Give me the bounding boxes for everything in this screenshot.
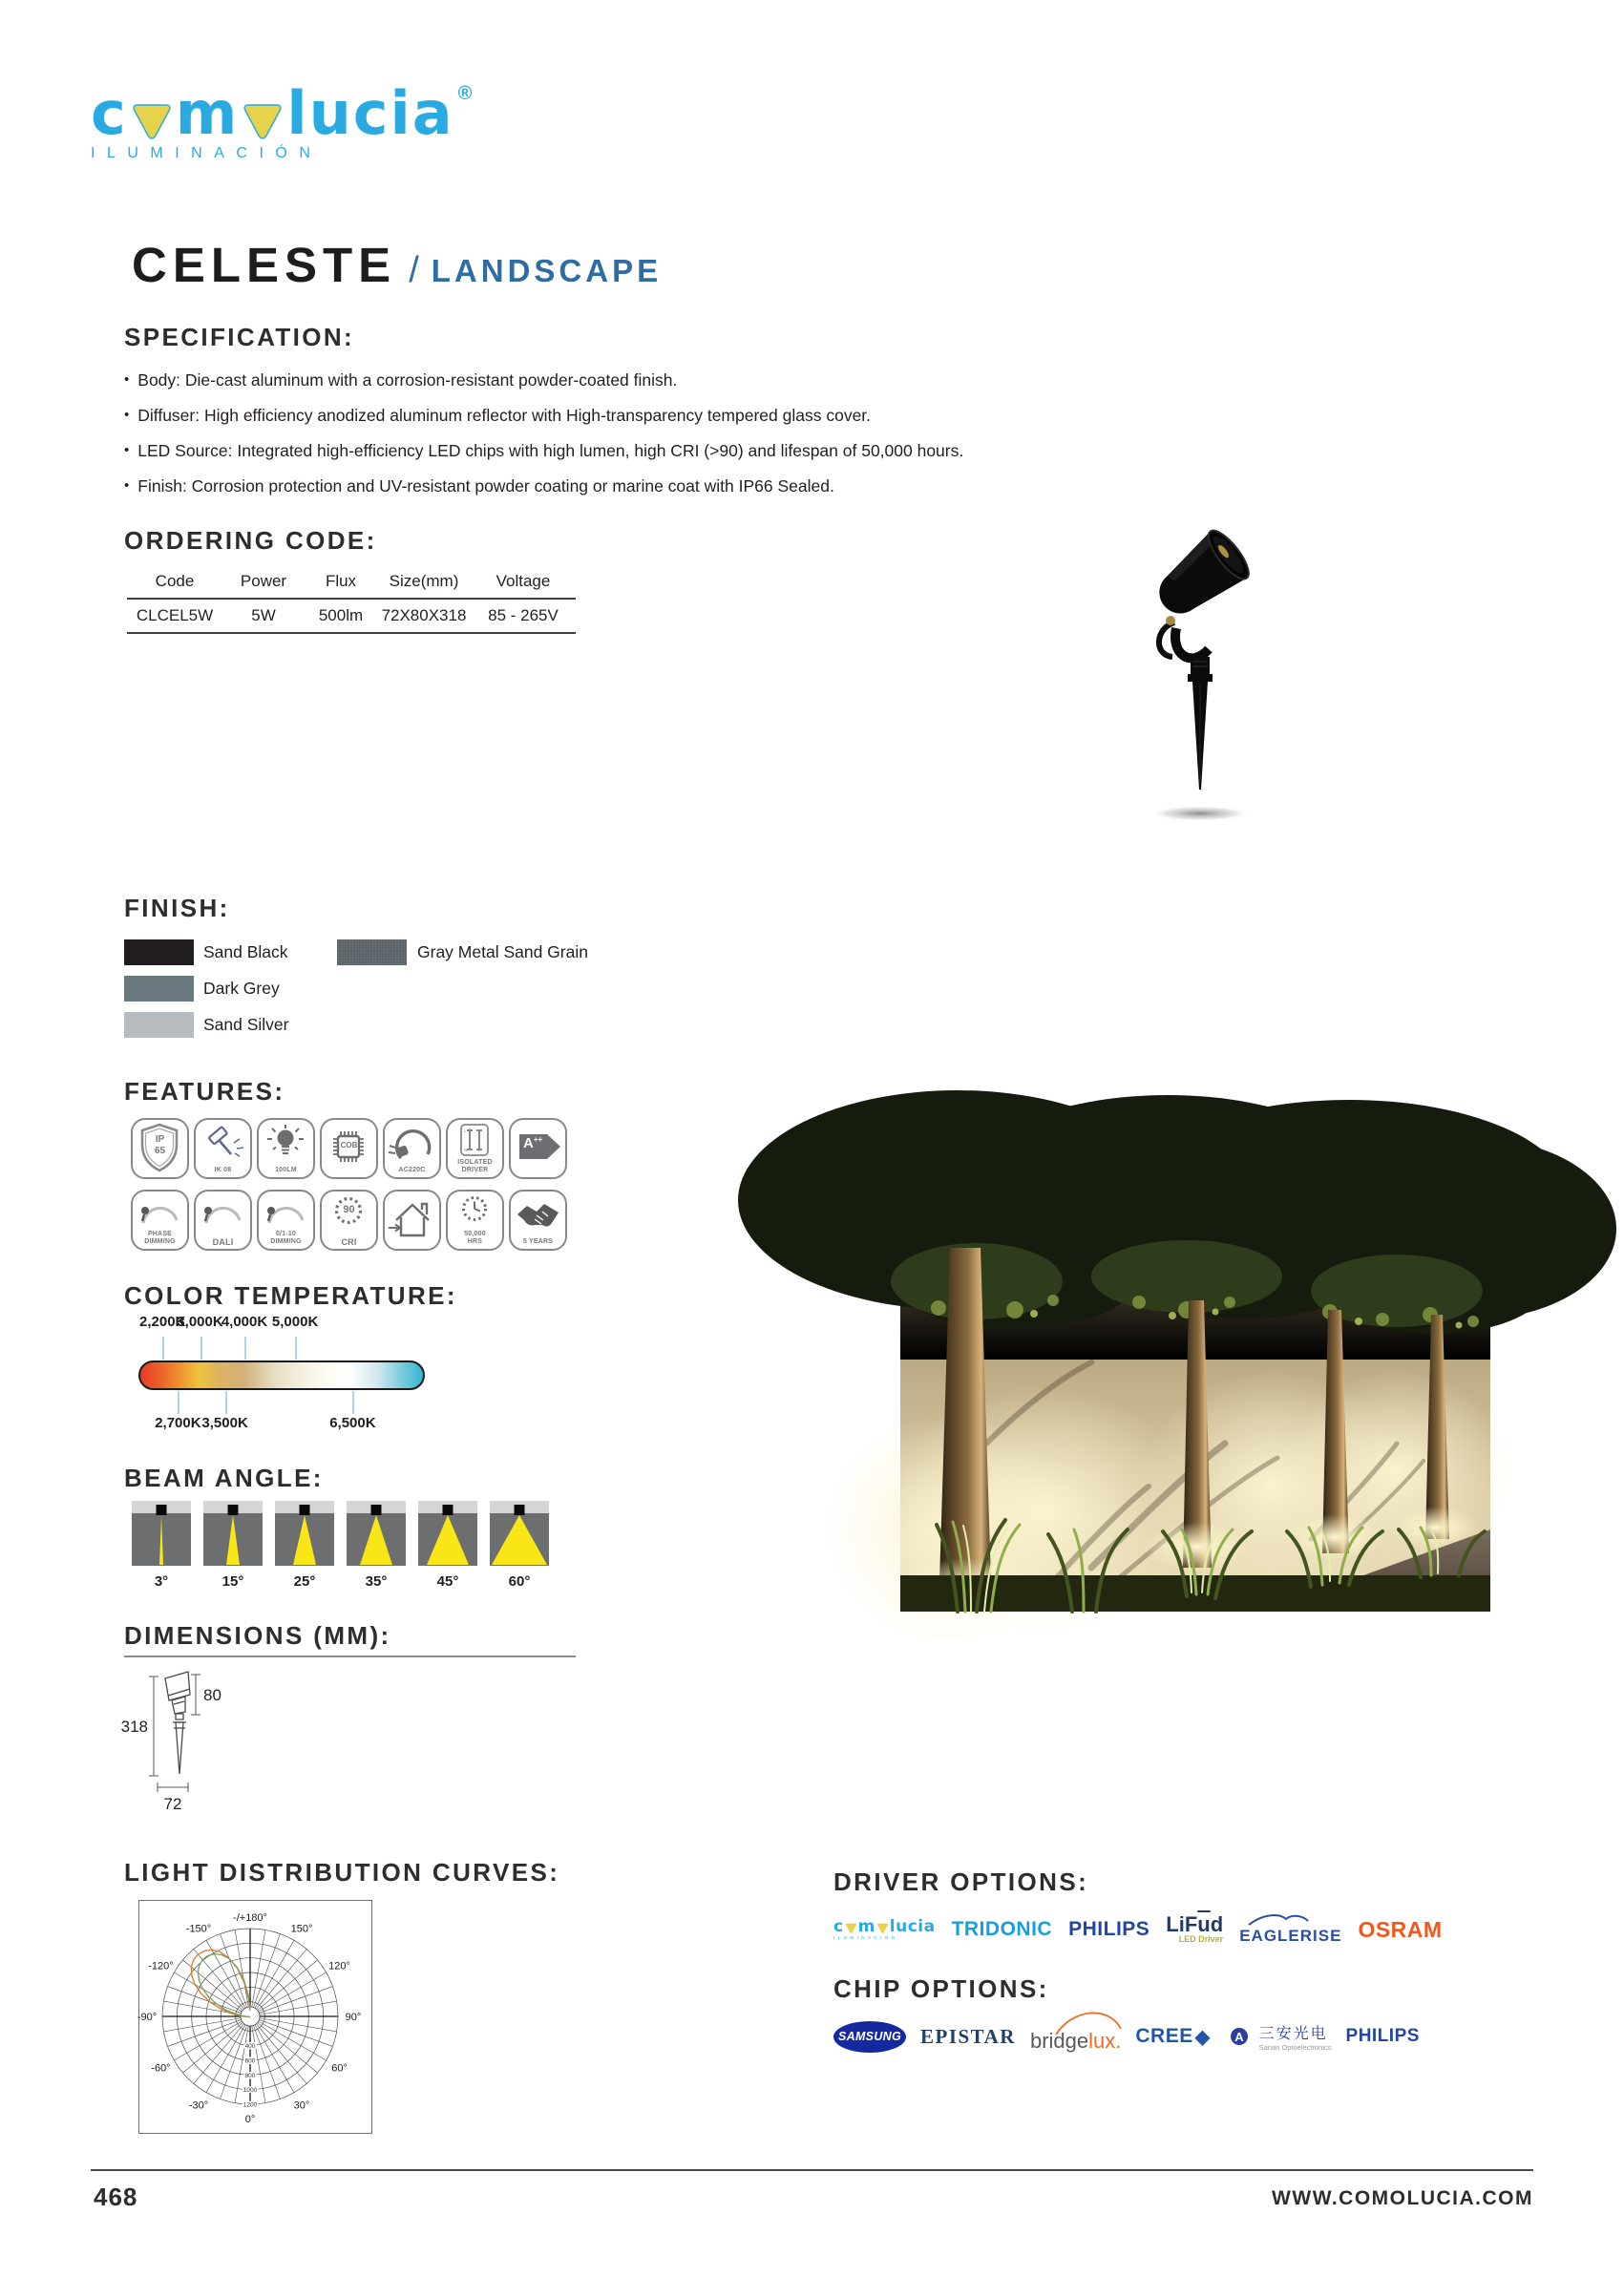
finish-label: Dark Grey (203, 979, 280, 998)
features-heading: FEATURES: (124, 1077, 285, 1106)
chip-brand-sanan: A 三安光电 Sanan Optoelectronics (1225, 2021, 1332, 2052)
spec-item: • Body: Die-cast aluminum with a corrosion-resistant powder-coated finish. (124, 370, 678, 390)
beam-angle-heading: BEAM ANGLE: (124, 1464, 324, 1492)
cell-power: 5W (251, 606, 276, 624)
svg-text:1000: 1000 (243, 2087, 258, 2095)
dim-head: 80 (203, 1686, 221, 1704)
bridgelux-arc-icon (1050, 2012, 1125, 2036)
col-header: Size(mm) (389, 572, 459, 590)
svg-text:0°: 0° (244, 2114, 256, 2125)
spec-text: LED Source: Integrated high-efficiency LED chips with high lumen, high CRI (>90) and lifespan of 50,000 hours. (137, 441, 964, 460)
svg-text:-90°: -90° (137, 2012, 158, 2023)
fixture-square (443, 1505, 453, 1515)
svg-text:L: L (464, 1128, 467, 1133)
cct-label: 3,500K (201, 1415, 248, 1431)
specification-list (124, 363, 1060, 504)
chip-brand-samsung: SAMSUNG (833, 2021, 906, 2053)
chip-brand-cree: CREE ◆ (1135, 2025, 1211, 2048)
polar-distribution-svg (139, 1901, 370, 2132)
finish-swatch-sand-silver (124, 1012, 194, 1038)
col-header: Power (240, 572, 287, 590)
color-temperature-heading: COLOR TEMPERATURE: (124, 1281, 457, 1310)
svg-text:-120°: -120° (148, 1960, 174, 1972)
dimension-drawing (119, 1669, 320, 1888)
fixture-square (515, 1505, 525, 1515)
chip-brand-philips: PHILIPS (1345, 2026, 1420, 2046)
driver-brand-comolucia: c m lucia ILUMINACIÓN (833, 1917, 936, 1940)
finish-swatch-sand-black (124, 939, 194, 965)
feature-ac220-icon: AC220C (383, 1118, 441, 1179)
feature-cob-icon: COB (320, 1118, 378, 1179)
table-header-row (127, 565, 576, 598)
cell-code: CLCEL5W (136, 606, 214, 624)
finish-heading: FINISH: (124, 894, 230, 922)
feature-energy-class-icon: A++ (509, 1118, 567, 1179)
feature-100lm-icon: 100LM (257, 1118, 315, 1179)
col-header: Code (155, 572, 195, 590)
spec-item: • Finish: Corrosion protection and UV-resistant powder coating or marine coat with IP66 Sealed. (124, 476, 834, 496)
beam-tile-15 (203, 1501, 263, 1566)
cct-tick (295, 1337, 297, 1360)
cell-voltage: 85 - 265V (488, 606, 559, 624)
driver-brand-tridonic: TRIDONIC (951, 1918, 1053, 1940)
beam-tile-3 (132, 1501, 191, 1566)
svg-text:400: 400 (244, 2043, 256, 2051)
sanan-mark-icon (1225, 2022, 1254, 2051)
chip-options-heading: CHIP OPTIONS: (833, 1974, 1049, 2003)
website-link[interactable]: WWW.COMOLUCIA.COM (1272, 2187, 1533, 2209)
feature-cri90-icon: 90 CRI (320, 1190, 378, 1251)
dim-width: 72 (163, 1795, 182, 1813)
dim-height: 318 (120, 1718, 148, 1736)
dimensions-rule (124, 1656, 576, 1657)
chip-brand-epistar: EPISTAR (920, 2024, 1016, 2048)
svg-text:1200: 1200 (243, 2101, 258, 2109)
beam-tile-35 (347, 1501, 406, 1566)
cell-size: 72X80X318 (381, 606, 467, 624)
feature-50000hrs-icon: 50,000 HRS (446, 1190, 504, 1251)
beam-tile-45 (418, 1501, 477, 1566)
logo-letters: lucia (286, 78, 454, 148)
footer-rule (91, 2169, 1533, 2171)
svg-text:-60°: -60° (151, 2062, 171, 2075)
svg-text:600: 600 (244, 2057, 256, 2065)
logo-triangle-icon (845, 1921, 857, 1934)
product-name: CELESTE (132, 238, 397, 292)
finish-label: Sand Black (203, 942, 288, 961)
svg-text:800: 800 (244, 2072, 256, 2079)
cell-flux: 500lm (318, 606, 364, 624)
cree-diamond-icon: ◆ (1194, 2026, 1211, 2048)
polar-chart (138, 1900, 372, 2134)
driver-brand-osram: OSRAM (1358, 1916, 1443, 1942)
cct-tick (225, 1391, 227, 1414)
col-header: Voltage (496, 572, 551, 590)
spec-item: • Diffuser: High efficiency anodized aluminum reflector with High-transparency tempered glass cover. (124, 406, 872, 425)
cct-tick (200, 1337, 202, 1360)
feature-isolated-driver-icon: L N ISOLATED DRIVER (446, 1118, 504, 1179)
fixture-square (157, 1505, 167, 1515)
svg-text:90°: 90° (345, 2012, 362, 2023)
driver-brand-philips: PHILIPS (1068, 1918, 1150, 1940)
driver-options-heading: DRIVER OPTIONS: (833, 1867, 1089, 1896)
table-rule (127, 632, 576, 634)
logo-letter: m (175, 78, 240, 148)
house-icon (385, 1192, 438, 1248)
cct-tick (244, 1337, 246, 1360)
cct-label: 5,000K (271, 1314, 319, 1330)
cct-label: 4,000K (221, 1314, 268, 1330)
beam-tile-60 (490, 1501, 549, 1566)
svg-text:150°: 150° (290, 1923, 313, 1935)
specification-heading: SPECIFICATION: (124, 323, 355, 351)
product-image-spike-light (1107, 516, 1318, 831)
page-number: 468 (94, 2183, 138, 2211)
svg-text:-30°: -30° (188, 2099, 209, 2112)
spec-text: Body: Die-cast aluminum with a corrosion-resistant powder-coated finish. (137, 370, 678, 390)
finish-label: Gray Metal Sand Grain (417, 942, 588, 961)
cct-label: 3,000K (177, 1314, 223, 1330)
dimensions-heading: DIMENSIONS (MM): (124, 1621, 391, 1650)
logo-triangle-icon (876, 1921, 889, 1934)
cct-tick (352, 1391, 354, 1414)
fixture-square (371, 1505, 382, 1515)
svg-text:120°: 120° (328, 1960, 350, 1972)
svg-text:60°: 60° (331, 2062, 348, 2075)
feature-5years-icon: 5 YEARS (509, 1190, 567, 1251)
col-header: Flux (325, 572, 357, 590)
ordering-heading: ORDERING CODE: (124, 526, 377, 555)
spec-text: Finish: Corrosion protection and UV-resistant powder coating or marine coat with IP66 Sealed. (137, 476, 834, 496)
cct-gradient-bar (138, 1360, 425, 1390)
color-temperature-scale (138, 1314, 425, 1438)
registered-mark: ® (457, 83, 473, 104)
ordering-table (127, 565, 576, 634)
logo-triangle-icon (242, 96, 284, 142)
finish-swatch-dark-grey (124, 976, 194, 1002)
finish-swatch-gray-metal (337, 939, 407, 965)
cct-label: 6,500K (329, 1415, 376, 1431)
svg-text:30°: 30° (293, 2099, 310, 2112)
cct-label: 2,700K (155, 1415, 201, 1431)
distribution-heading: LIGHT DISTRIBUTION CURVES: (124, 1858, 560, 1887)
svg-text:-150°: -150° (185, 1923, 212, 1935)
fixture-square (300, 1505, 310, 1515)
comolucia-logo (91, 78, 473, 162)
application-photo-garden-lighting (900, 1157, 1490, 1612)
feature-ik08-icon: IK 08 (194, 1118, 252, 1179)
feature-0-1-10-dimming-icon: 0/1-10 DIMMING (257, 1190, 315, 1251)
chip-brands-row (833, 2011, 1502, 2062)
product-category: LANDSCAPE (431, 253, 663, 288)
table-row (127, 600, 576, 632)
cct-tick (162, 1337, 164, 1360)
svg-text:N: N (464, 1148, 468, 1152)
svg-text:-/+180°: -/+180° (233, 1912, 267, 1924)
svg-text:A: A (1234, 2030, 1244, 2044)
feature-ip65-icon: IP 65 (131, 1118, 189, 1179)
driver-brand-eaglerise: EAGLERISE (1239, 1913, 1341, 1946)
spec-item: • LED Source: Integrated high-efficiency LED chips with high lumen, high CRI (>90) and lifespan of 50,000 hours. (124, 441, 964, 460)
eagle-swoosh-icon (1247, 1911, 1310, 1927)
title-separator: / (409, 250, 419, 290)
feature-phase-dimming-icon: PHASE DIMMING (131, 1190, 189, 1251)
page-title (132, 237, 662, 293)
chip-brand-bridgelux: bridgelux. (1030, 2019, 1121, 2054)
spec-text: Diffuser: High efficiency anodized aluminum reflector with High-transparency tempered glass cover. (137, 406, 872, 425)
beam-angle-tiles: 3° 15° 25° 35° 45° 60° (132, 1501, 580, 1596)
logo-subtitle: ILUMINACIÓN (91, 145, 323, 161)
logo-letter: c (91, 78, 128, 148)
cct-label: 2,200K (139, 1314, 186, 1330)
cct-tick (178, 1391, 179, 1414)
logo-triangle-icon (131, 96, 173, 142)
feature-house-icon (383, 1190, 441, 1251)
driver-brands-row (833, 1905, 1483, 1954)
driver-brand-lifud: $LiF\overline{u}d$ LED Driver (1166, 1912, 1224, 1944)
feature-dali-icon: DALI (194, 1190, 252, 1251)
finish-label: Sand Silver (203, 1015, 289, 1034)
fixture-square (228, 1505, 239, 1515)
beam-tile-25 (275, 1501, 334, 1566)
